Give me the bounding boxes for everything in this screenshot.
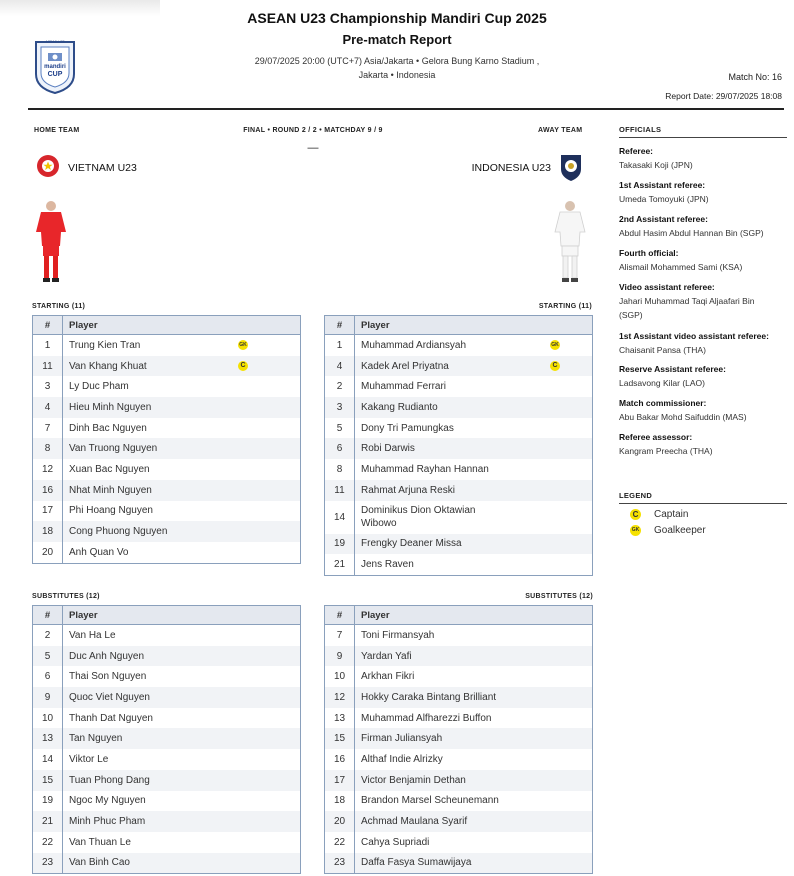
table-row [33, 438, 301, 459]
official-role: Match commissioner: [619, 398, 707, 408]
table-row [33, 811, 301, 832]
player-name: Duc Anh Nguyen [63, 646, 301, 667]
player-number: 13 [325, 708, 355, 729]
col-player-header: Player [63, 606, 301, 625]
table-row [33, 853, 301, 874]
player-number: 11 [325, 480, 355, 501]
player-number: 15 [33, 770, 63, 791]
player-name: Hokky Caraka Bintang Brilliant [355, 687, 593, 708]
player-number: 18 [33, 521, 63, 542]
col-player-header: Player [63, 316, 301, 335]
player-name: Jens Raven [355, 554, 593, 575]
report-date: Report Date: 29/07/2025 18:08 [665, 91, 782, 101]
player-name: Frengky Deaner Missa [355, 534, 593, 555]
table-row [33, 542, 301, 563]
away-subs-table [324, 605, 593, 874]
score: — [307, 142, 319, 154]
table-row [33, 480, 301, 501]
table-row [325, 418, 593, 439]
player-name: Althaf Indie Alrizky [355, 749, 593, 770]
player-name: Van Ha Le [63, 625, 301, 646]
table-row [325, 811, 593, 832]
player-name: Muhammad Alfharezzi Buffon [355, 708, 593, 729]
player-name: Xuan Bac Nguyen [63, 459, 301, 480]
away-starting-table [324, 315, 593, 576]
col-number-header: # [325, 606, 355, 625]
table-row [33, 666, 301, 687]
player-name: Daffa Fasya Sumawijaya [355, 853, 593, 874]
player-name: Van Binh Cao [63, 853, 301, 874]
report-subtitle: Pre-match Report [342, 32, 452, 47]
player-name: Minh Phuc Pham [63, 811, 301, 832]
player-number: 18 [325, 791, 355, 812]
table-row [325, 554, 593, 575]
player-number: 16 [33, 480, 63, 501]
table-row [325, 687, 593, 708]
player-number: 9 [325, 646, 355, 667]
away-team-label: AWAY TEAM [538, 127, 583, 134]
player-name-text: Muhammad Ardiansyah [361, 339, 467, 351]
player-name: Cong Phuong Nguyen [63, 521, 301, 542]
official-name: Takasaki Koji (JPN) [619, 160, 693, 170]
player-name: Firman Juliansyah [355, 728, 593, 749]
away-team-name: INDONESIA U23 [471, 162, 551, 174]
player-name: Victor Benjamin Dethan [355, 770, 593, 791]
player-name [63, 335, 301, 356]
player-name-line2: Wibowo [361, 518, 397, 529]
player-number: 2 [325, 376, 355, 397]
player-name-text: Trung Kien Tran [69, 339, 141, 351]
captain-icon: C [630, 509, 641, 520]
player-name-text: Van Khang Khuat [69, 360, 147, 372]
home-subs-label: SUBSTITUTES (12) [32, 593, 100, 600]
official-name: Chaisanit Pansa (THA) [619, 345, 706, 355]
official-name: Kangram Preecha (THA) [619, 446, 713, 456]
home-starting-label: STARTING (11) [32, 303, 86, 310]
player-number: 12 [325, 687, 355, 708]
table-row [33, 646, 301, 667]
player-number: 9 [33, 687, 63, 708]
player-name: Cahya Supriadi [355, 832, 593, 853]
player-number: 2 [33, 625, 63, 646]
table-row [33, 376, 301, 397]
table-row [33, 335, 301, 356]
player-name: Van Thuan Le [63, 832, 301, 853]
table-row [325, 397, 593, 418]
table-row [325, 666, 593, 687]
player-number: 1 [325, 335, 355, 356]
player-number: 7 [33, 418, 63, 439]
player-number: 8 [325, 459, 355, 480]
table-header-row [33, 316, 301, 335]
player-name: Thai Son Nguyen [63, 666, 301, 687]
home-starting-table [32, 315, 301, 564]
home-kit-icon [34, 198, 68, 284]
official-name: Abu Bakar Mohd Saifuddin (MAS) [619, 412, 747, 422]
player-number: 12 [33, 459, 63, 480]
round-info: FINAL • ROUND 2 / 2 • MATCHDAY 9 / 9 [243, 127, 383, 134]
player-number: 10 [325, 666, 355, 687]
header-divider [28, 108, 784, 110]
legend-captain-label: Captain [654, 509, 689, 520]
player-number: 22 [33, 832, 63, 853]
official-role: Video assistant referee: [619, 282, 715, 292]
table-row [33, 687, 301, 708]
player-number: 10 [33, 708, 63, 729]
table-row [325, 708, 593, 729]
player-name: Tan Nguyen [63, 728, 301, 749]
table-header-row [325, 316, 593, 335]
player-number: 11 [33, 356, 63, 377]
table-row [33, 749, 301, 770]
player-name: Arkhan Fikri [355, 666, 593, 687]
player-number: 23 [33, 853, 63, 874]
player-number: 6 [325, 438, 355, 459]
player-name: Dinh Bac Nguyen [63, 418, 301, 439]
official-name: Jahari Muhammad Taqi Aljaafari Bin [619, 296, 755, 306]
goalkeeper-icon: GK [551, 342, 559, 348]
official-role: 1st Assistant video assistant referee: [619, 331, 769, 341]
table-row [325, 728, 593, 749]
table-row [33, 728, 301, 749]
table-row [325, 480, 593, 501]
report-title: ASEAN U23 Championship Mandiri Cup 2025 [247, 10, 547, 26]
away-starting-label: STARTING (11) [538, 303, 592, 310]
player-name: Van Truong Nguyen [63, 438, 301, 459]
player-number: 23 [325, 853, 355, 874]
player-name: Yardan Yafi [355, 646, 593, 667]
table-row [325, 459, 593, 480]
table-row [325, 501, 593, 534]
player-number: 17 [33, 501, 63, 522]
tournament-logo: ASEAN U23 mandiri CUP [32, 38, 78, 94]
table-row [33, 832, 301, 853]
official-name: Ladsavong Kilar (LAO) [619, 378, 705, 388]
player-number: 3 [325, 397, 355, 418]
official-name-cont: (SGP) [619, 310, 643, 320]
player-number: 7 [325, 625, 355, 646]
player-number: 1 [33, 335, 63, 356]
legend-goalkeeper-label: Goalkeeper [654, 525, 706, 536]
col-number-header: # [33, 316, 63, 335]
official-role: Referee assessor: [619, 432, 693, 442]
col-player-header: Player [355, 316, 593, 335]
home-team-label: HOME TEAM [34, 127, 80, 134]
player-name: Rahmat Arjuna Reski [355, 480, 593, 501]
table-row [33, 356, 301, 377]
table-row [33, 791, 301, 812]
player-name: Viktor Le [63, 749, 301, 770]
col-number-header: # [325, 316, 355, 335]
player-name: Brandon Marsel Scheunemann [355, 791, 593, 812]
player-name: Thanh Dat Nguyen [63, 708, 301, 729]
player-number: 22 [325, 832, 355, 853]
player-number: 13 [33, 728, 63, 749]
player-number: 14 [33, 749, 63, 770]
player-number: 21 [33, 811, 63, 832]
table-row [325, 438, 593, 459]
player-number: 14 [325, 501, 355, 534]
player-number: 4 [325, 356, 355, 377]
captain-icon: C [238, 361, 248, 371]
player-name: Ly Duc Pham [63, 376, 301, 397]
vietnam-crest-icon [36, 154, 60, 178]
officials-heading: OFFICIALS [619, 125, 662, 134]
player-name: Muhammad Ferrari [355, 376, 593, 397]
table-row [33, 521, 301, 542]
player-name [355, 501, 593, 534]
table-row [33, 770, 301, 791]
player-number: 19 [325, 534, 355, 555]
player-number: 19 [33, 791, 63, 812]
table-row [325, 770, 593, 791]
player-number: 4 [33, 397, 63, 418]
player-number: 17 [325, 770, 355, 791]
player-name: Muhammad Rayhan Hannan [355, 459, 593, 480]
player-name: Hieu Minh Nguyen [63, 397, 301, 418]
official-role: 2nd Assistant referee: [619, 214, 708, 224]
player-name [355, 356, 593, 377]
table-row [325, 376, 593, 397]
player-name: Kakang Rudianto [355, 397, 593, 418]
home-subs-table [32, 605, 301, 874]
player-name: Phi Hoang Nguyen [63, 501, 301, 522]
player-number: 15 [325, 728, 355, 749]
player-number: 5 [325, 418, 355, 439]
home-team-name: VIETNAM U23 [68, 162, 137, 174]
player-name: Tuan Phong Dang [63, 770, 301, 791]
player-name-line1: Dominikus Dion Oktawian [361, 505, 476, 516]
official-role: Reserve Assistant referee: [619, 364, 726, 374]
goalkeeper-icon: GK [630, 525, 641, 536]
player-name: Dony Tri Pamungkas [355, 418, 593, 439]
player-number: 3 [33, 376, 63, 397]
player-number: 20 [33, 542, 63, 563]
player-number: 8 [33, 438, 63, 459]
table-row [325, 853, 593, 874]
player-number: 16 [325, 749, 355, 770]
captain-icon: C [550, 361, 560, 371]
table-header-row [325, 606, 593, 625]
match-number: Match No: 16 [728, 72, 782, 82]
player-number: 21 [325, 554, 355, 575]
table-row [325, 832, 593, 853]
player-name [355, 335, 593, 356]
player-number: 20 [325, 811, 355, 832]
player-name: Ngoc My Nguyen [63, 791, 301, 812]
officials-divider [619, 137, 787, 138]
legend-divider [619, 503, 787, 504]
table-row [33, 501, 301, 522]
col-player-header: Player [355, 606, 593, 625]
official-role: Referee: [619, 146, 654, 156]
player-name: Quoc Viet Nguyen [63, 687, 301, 708]
player-name: Anh Quan Vo [63, 542, 301, 563]
table-row [325, 534, 593, 555]
col-number-header: # [33, 606, 63, 625]
official-name: Alismail Mohammed Sami (KSA) [619, 262, 743, 272]
table-row [325, 625, 593, 646]
table-header-row [33, 606, 301, 625]
match-details-line2: Jakarta • Indonesia [358, 70, 436, 80]
player-name-text: Kadek Arel Priyatna [361, 360, 449, 372]
table-row [33, 459, 301, 480]
legend-heading: LEGEND [619, 491, 653, 500]
goalkeeper-icon: GK [239, 342, 247, 348]
match-details-line1: 29/07/2025 20:00 (UTC+7) Asia/Jakarta • Gelora Bung Karno Stadium , [254, 56, 540, 66]
official-role: Fourth official: [619, 248, 679, 258]
player-name [63, 356, 301, 377]
player-name: Robi Darwis [355, 438, 593, 459]
player-name: Toni Firmansyah [355, 625, 593, 646]
official-name: Umeda Tomoyuki (JPN) [619, 194, 709, 204]
player-number: 5 [33, 646, 63, 667]
player-name: Achmad Maulana Syarif [355, 811, 593, 832]
player-number: 6 [33, 666, 63, 687]
table-row [33, 418, 301, 439]
table-row [325, 646, 593, 667]
official-name: Abdul Hasim Abdul Hannan Bin (SGP) [619, 228, 764, 238]
table-row [325, 791, 593, 812]
official-role: 1st Assistant referee: [619, 180, 706, 190]
table-row [33, 625, 301, 646]
indonesia-crest-icon [559, 152, 583, 182]
table-row [33, 397, 301, 418]
table-row [325, 749, 593, 770]
player-name: Nhat Minh Nguyen [63, 480, 301, 501]
table-row [33, 708, 301, 729]
away-kit-icon [553, 198, 587, 284]
table-row [325, 356, 593, 377]
table-row [325, 335, 593, 356]
away-subs-label: SUBSTITUTES (12) [525, 593, 593, 600]
